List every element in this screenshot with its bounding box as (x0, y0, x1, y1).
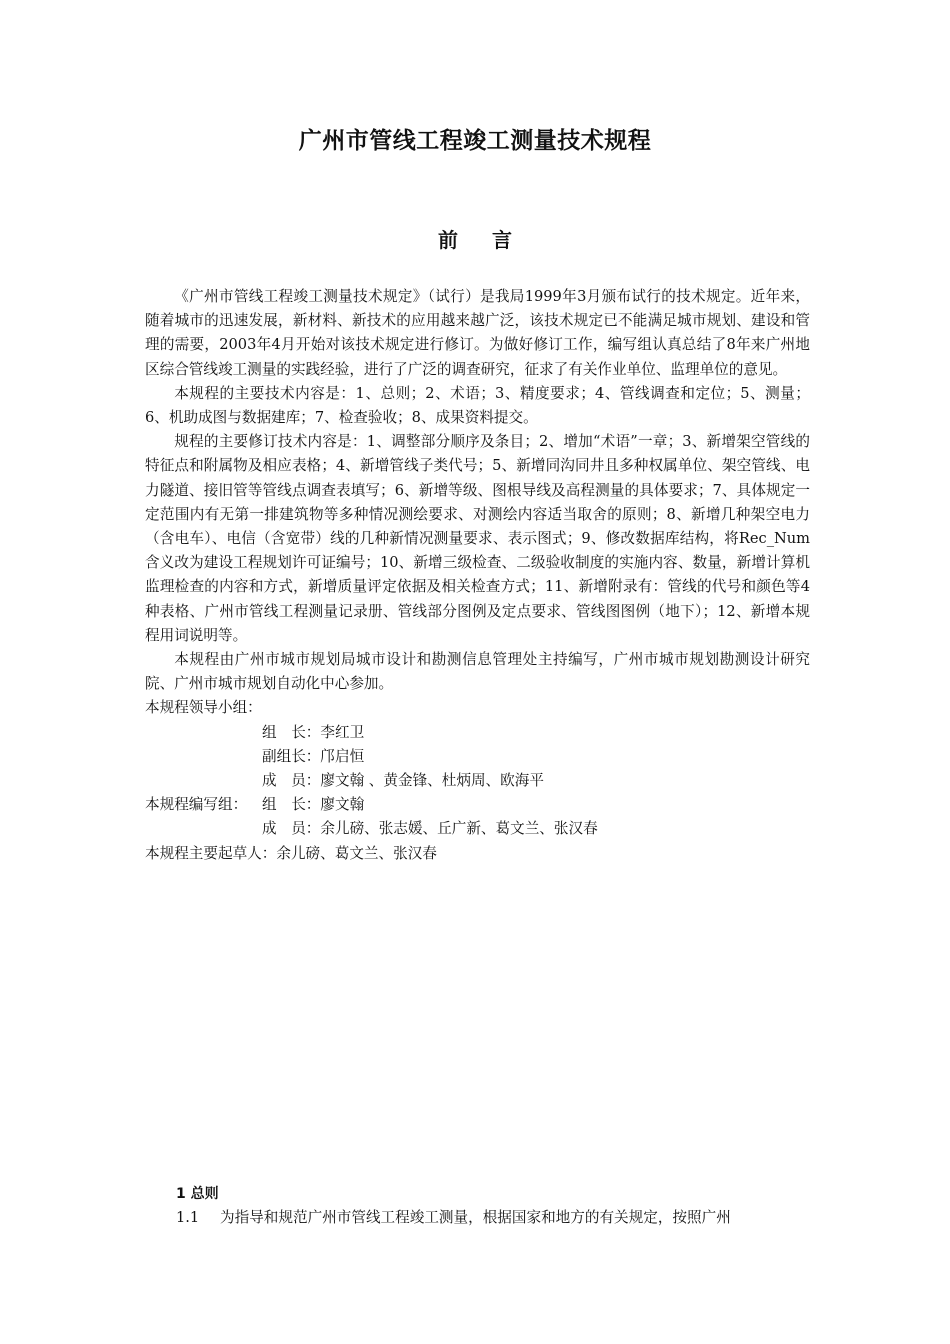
leadership-members-label: 成 员： (262, 772, 321, 790)
leadership-leader-label: 组 长： (262, 723, 321, 741)
drafters-label: 本规程主要起草人： (145, 844, 277, 862)
clause-1-1 (176, 1206, 816, 1230)
leadership-deputy-name: 邝启恒 (320, 747, 365, 765)
drafters-line (145, 842, 810, 866)
preface-paragraph-2: 本规程的主要技术内容是：1、总则；2、术语；3、精度要求；4、管线调查和定位；5、测量；6、机助成图与数据建库；7、检查验收；8、成果资料提交。 (145, 384, 810, 427)
preface-paragraph-1: 《广州市管线工程竣工测量技术规定》（试行）是我局1999年3月颁布试行的技术规定。近年来，随着城市的迅速发展，新材料、新技术的应用越来越广泛，该技术规定已不能满足城市规划、建设和管理的需要，2003年4月开始对该技术规定进行修订。为做好修订工作，编写组认真总结了8年来广州地区综合管线竣工测量的实践经验，进行了广泛的调查研究，征求了有关作业单位、监理单位的意见。 (145, 288, 810, 378)
section-heading: 1 总则 (176, 1186, 219, 1202)
preface-paragraph-4: 本规程由广州市城市规划局城市设计和勘测信息管理处主持编写，广州市城市规划勘测设计研究院、广州市城市规划自动化中心参加。 (145, 651, 810, 693)
section-general (176, 1182, 816, 1230)
preface-body (145, 285, 810, 866)
preface-paragraph-3: 规程的主要修订技术内容是：1、调整部分顺序及条目；2、增加“术语”一章；3、新增架空管线的特征点和附属物及相应表格；4、新增管线子类代号；5、新增同沟同井且多种权属单位、架空管线、电力隧道、接旧管等管线点调查表填写；6、新增等级、图根导线及高程测量的具体要求；7、具体规定一定范围内有无第一排建筑物等多种情况测绘要求、对测绘内容适当取舍的原则；8、新增几种架空电力（含电车）、电信（含宽带）线的几种新情况测量要求、表示图式；9、修改数据库结构，将Rec_Num含义改为建设工程规划许可证编号；10、新增三级检查、二级验收制度的实施内容、数量，新增计算机监理检查的内容和方式，新增质量评定依据及相关检查方式；11、新增附录有：管线的代号和颜色等4种表格、广州市管线工程测量记录册、管线部分图例及定点要求、管线图图例（地下）；12、新增本规程用词说明等。 (145, 433, 810, 644)
leadership-members-line (145, 769, 810, 793)
leadership-deputy-label: 副组长： (262, 747, 321, 765)
writing-leader-name: 廖文翰 (320, 796, 365, 814)
leadership-leader-name: 李红卫 (320, 723, 365, 741)
leadership-group-heading: 本规程领导小组： (145, 699, 262, 717)
preface-heading: 前言 (438, 228, 546, 252)
leadership-members-names: 廖文翰 、黄金锋、杜炳周、欧海平 (320, 772, 544, 790)
clause-number: 1.1 (176, 1209, 200, 1226)
document-title: 广州市管线工程竣工测量技术规程 (298, 127, 652, 154)
writing-members-label: 成 员： (262, 820, 321, 838)
writing-members-line (145, 817, 810, 841)
leadership-deputy-line (145, 745, 810, 769)
drafters-names: 余儿磅、葛文兰、张汉春 (276, 844, 437, 862)
writing-group-leader-line (145, 793, 810, 817)
writing-group-heading: 本规程编写组： (145, 796, 248, 814)
writing-leader-label: 组 长： (262, 796, 321, 814)
leadership-leader-line (145, 721, 810, 745)
writing-members-names: 余儿磅、张志媛、丘广新、葛文兰、张汉春 (320, 820, 598, 838)
clause-text: 为指导和规范广州市管线工程竣工测量，根据国家和地方的有关规定，按照广州 (220, 1209, 731, 1226)
